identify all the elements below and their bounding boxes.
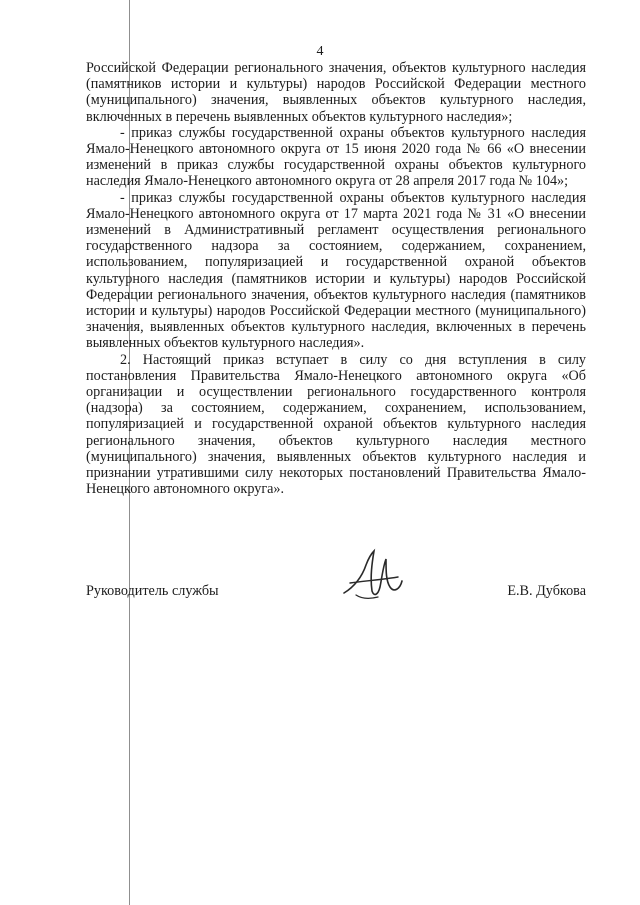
- paragraph-2: - приказ службы государственной охраны объектов культурного наследия Ямало-Ненецкого автономного округа от 15 июня 2020 года № 66 «О внесении изменений в приказ службы государственной охраны объектов культурного наследия Ямало-Ненецкого автономного округа от 28 апреля 2017 года № 104»;: [86, 124, 586, 190]
- signature-block: [86, 575, 586, 615]
- page-number: 4: [316, 44, 324, 59]
- handwritten-signature: [336, 547, 416, 607]
- paragraph-4: 2. Настоящий приказ вступает в силу со дня вступления в силу постановления Правительства Ямало-Ненецкого автономного округа «Об организации и осуществлении регионального государственного контроля (надзора) за состоянием, содержанием, сохранением, использованием, популяризацией и государственной охраной объектов культурного наследия регионального значения, объектов культурного наследия местного (муниципального) значения, выявленных объектов культурного наследия и признании утратившими силу некоторых постановлений Правительства Ямало-Ненецкого автономного округа».: [86, 351, 586, 498]
- paragraph-1: Российской Федерации регионального значения, объектов культурного наследия (памятников истории и культуры) народов Российской Федерации местного (муниципального) значения, выявленных объектов культурного наследия, включенных в перечень выявленных объектов культурного наследия»;: [86, 60, 586, 125]
- signer-title: Руководитель службы: [86, 583, 219, 599]
- document-body: [86, 60, 586, 497]
- signer-name: Е.В. Дубкова: [507, 583, 586, 599]
- paragraph-3: - приказ службы государственной охраны объектов культурного наследия Ямало-Ненецкого автономного округа от 17 марта 2021 года № 31 «О внесении изменений в Административный регламент осуществления регионального государственного надзора за состоянием, содержанием, сохранением, использованием, популяризацией и государственной охраной объектов культурного наследия (памятников истории и культуры) народов Российской Федерации регионального значения, объектов культурного наследия (памятников истории и культуры) народов Российской Федерации местного (муниципального) значения, выявленных объектов культурного наследия, включенных в перечень выявленных объектов культурного наследия».: [86, 189, 586, 352]
